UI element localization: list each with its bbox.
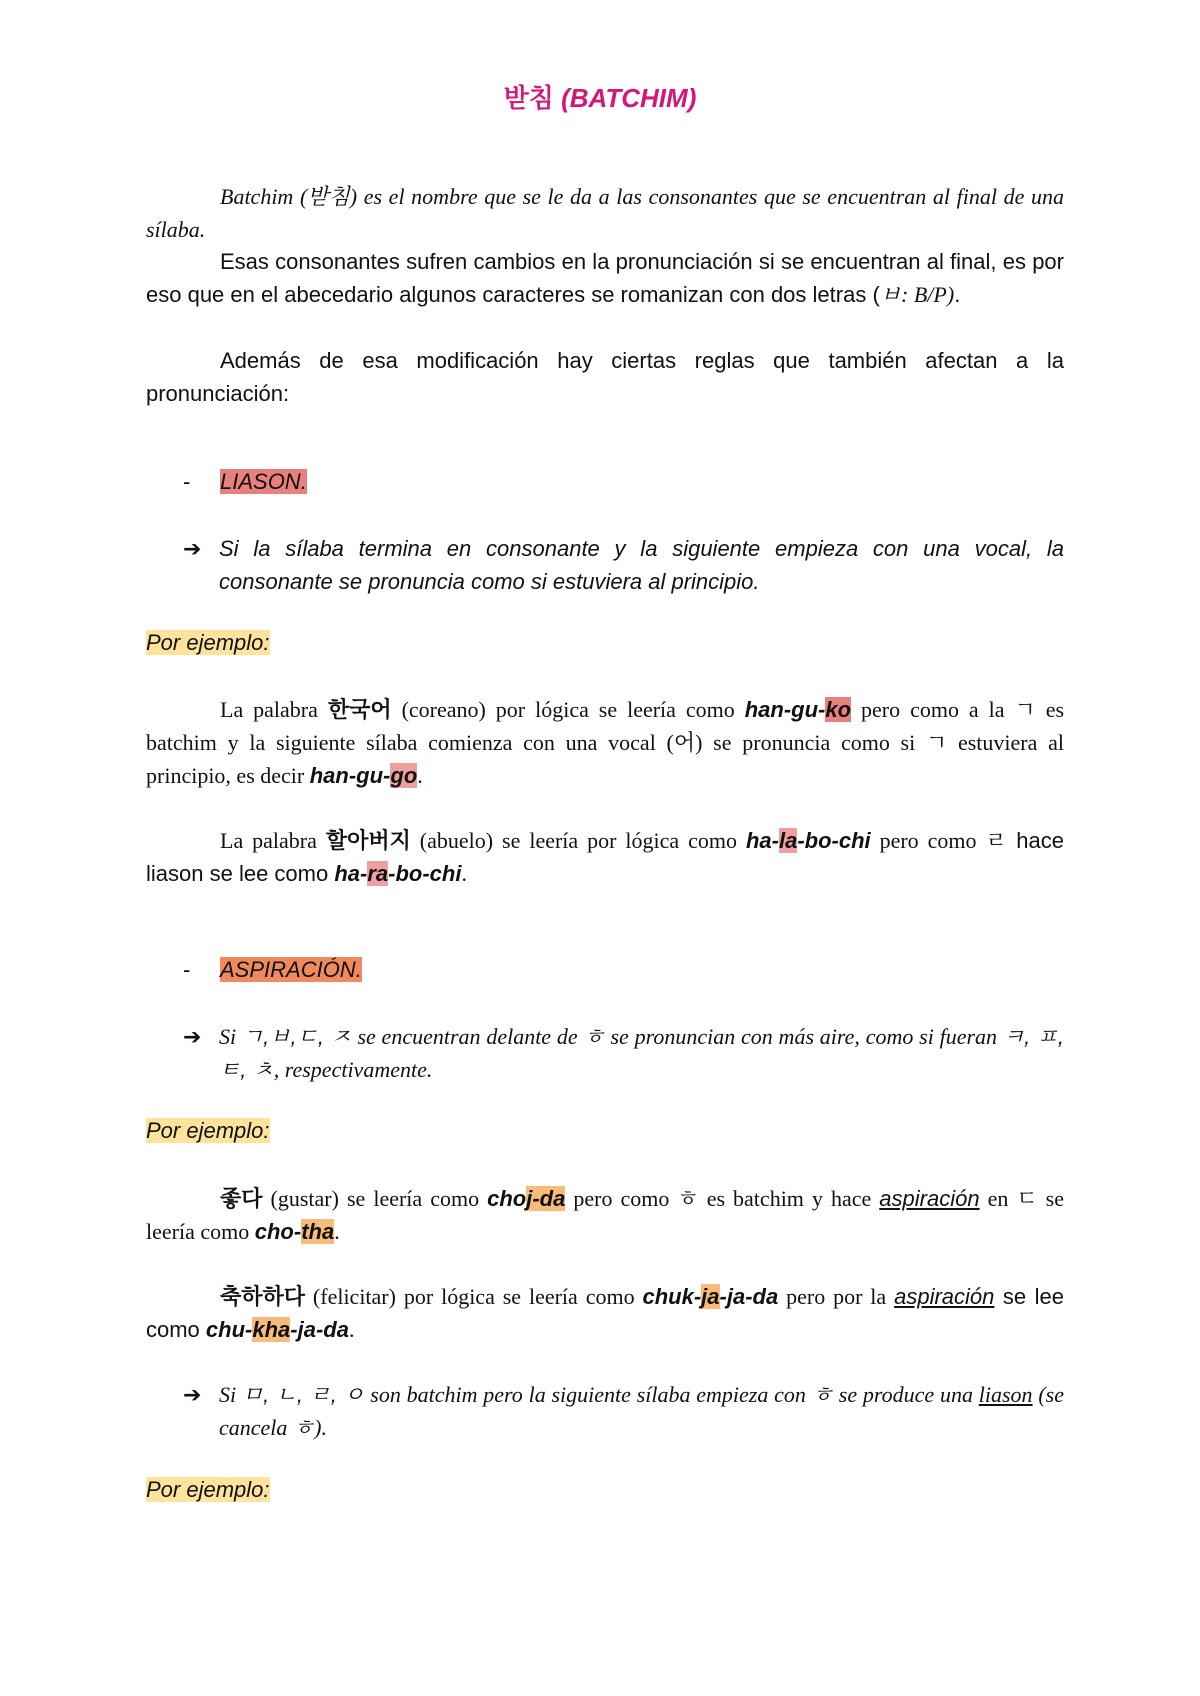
arrow-icon: ➔ bbox=[183, 1024, 202, 1049]
ex-text: ) se pronuncia como si bbox=[695, 730, 926, 755]
ex-text: (coreano) por lógica se leería como bbox=[391, 697, 745, 722]
intro-paragraph-2 bbox=[146, 245, 1064, 311]
liason-heading bbox=[220, 469, 307, 495]
ex-romanization-highlight: ja bbox=[701, 1284, 720, 1309]
arrow-icon: ➔ bbox=[183, 1382, 202, 1407]
intro-p2-text-b: : B/P) bbox=[901, 282, 955, 307]
ex-text: (gustar) se leería como bbox=[262, 1186, 488, 1211]
aspiracion-heading bbox=[220, 957, 362, 983]
ex-text: es batchim y la siguiente sílaba comienza con una vocal ( bbox=[146, 697, 1065, 755]
ex-text: (abuelo) se leería por lógica como bbox=[410, 828, 746, 853]
intro-p1-text-a: Batchim ( bbox=[220, 184, 308, 209]
ex-text: pero como bbox=[565, 1186, 678, 1211]
ex-text: pero como bbox=[870, 828, 986, 853]
intro-paragraph-1 bbox=[146, 180, 1064, 246]
intro-p2-korean: ㅂ bbox=[879, 282, 902, 307]
rule-korean: ㅎ bbox=[292, 1415, 315, 1440]
ex-text: se leería como bbox=[146, 1186, 1065, 1244]
ex-romanization: cho bbox=[487, 1186, 527, 1211]
intro-p1-text-b: ) es el nombre que se le da a las consonantes que se encuentran al final de una sílaba. bbox=[146, 184, 1064, 242]
aspiracion-rule bbox=[183, 1020, 1064, 1086]
liason-example-2 bbox=[146, 824, 1064, 890]
rule-text: ). bbox=[314, 1415, 327, 1440]
ex-korean-letter: ㄹ bbox=[985, 828, 1007, 853]
rule-korean: ㅎ bbox=[811, 1382, 833, 1407]
rule-text: (se cancela bbox=[219, 1382, 1064, 1440]
ex-romanization: -bo-chi bbox=[388, 861, 462, 886]
ex-text: (felicitar) por lógica se leería como bbox=[305, 1284, 643, 1309]
ex-korean-letter: ㄱ bbox=[925, 730, 948, 755]
aspiracion-example-2 bbox=[146, 1280, 1064, 1346]
ex-romanization-highlight: go bbox=[390, 763, 418, 788]
rule-underlined-term: liason bbox=[978, 1382, 1033, 1407]
rule-text: Si bbox=[219, 1382, 242, 1407]
ex-korean-letter: ㄷ bbox=[1016, 1186, 1038, 1211]
rule-text: , respectivamente. bbox=[273, 1057, 433, 1082]
intro-paragraph-3 bbox=[146, 344, 1064, 410]
ex-text: hace liason se lee como bbox=[146, 828, 1065, 886]
ex-romanization: chuk- bbox=[642, 1284, 702, 1309]
ex-underlined-term: aspiración bbox=[894, 1284, 995, 1309]
liason-rule bbox=[183, 532, 1064, 598]
ex-text: pero como a la bbox=[851, 697, 1015, 722]
aspiracion-example-label-2-text: Por ejemplo: bbox=[146, 1477, 270, 1502]
aspiracion-dash: - bbox=[183, 957, 191, 982]
ex-romanization-highlight: la bbox=[778, 828, 798, 853]
aspiracion-example-label bbox=[146, 1118, 270, 1144]
rule-text: se pronuncian con más aire, como si fueran bbox=[604, 1024, 1003, 1049]
ex-text: . bbox=[461, 861, 467, 886]
aspiracion-heading-text: ASPIRACIÓN. bbox=[220, 957, 362, 982]
aspiracion-rule-2 bbox=[183, 1378, 1064, 1444]
rule-korean: ㅎ bbox=[583, 1024, 605, 1049]
ex-romanization: -ja-da bbox=[719, 1284, 779, 1309]
intro-p3-text: Además de esa modificación hay ciertas reglas que también afectan a la pronunciación: bbox=[146, 348, 1064, 406]
liason-example-label bbox=[146, 630, 270, 656]
page-title bbox=[0, 78, 1200, 115]
ex-text: es batchim y hace bbox=[698, 1186, 880, 1211]
ex-romanization: han-gu- bbox=[309, 763, 391, 788]
ex-korean-letter: ㄱ bbox=[1014, 697, 1036, 722]
ex-romanization-highlight: j-da bbox=[526, 1186, 566, 1211]
title-korean: 받침 bbox=[503, 83, 554, 113]
ex-korean-letter: ㅎ bbox=[677, 1186, 699, 1211]
aspiracion-example-label-2 bbox=[146, 1477, 270, 1503]
rule-korean: ㄱ,ㅂ,ㄷ, ㅈ bbox=[241, 1024, 352, 1049]
liason-example-1 bbox=[146, 693, 1064, 792]
rule-text: son batchim pero la siguiente sílaba empieza con bbox=[364, 1382, 812, 1407]
ex-text: . bbox=[348, 1317, 355, 1342]
liason-example-label-text: Por ejemplo: bbox=[146, 630, 270, 655]
ex-romanization: -bo-chi bbox=[797, 828, 871, 853]
ex-underlined-term: aspiración bbox=[879, 1186, 980, 1211]
intro-p1-korean: 받침 bbox=[307, 184, 350, 209]
rule-korean: ㅁ, ㄴ, ㄹ, ㅇ bbox=[241, 1382, 365, 1407]
ex-text: en bbox=[979, 1186, 1017, 1211]
ex-korean-word: 할아버지 bbox=[325, 828, 411, 853]
ex-romanization: -ja-da bbox=[290, 1317, 349, 1342]
intro-p2-text-a: Esas consonantes sufren cambios en la pronunciación si se encuentran al final, es por eso que en el abecedario algunos caracteres se romanizan con dos letras ( bbox=[146, 249, 1064, 307]
rule-text: Si bbox=[219, 1024, 242, 1049]
ex-romanization-highlight: kha bbox=[252, 1317, 291, 1342]
ex-korean-letter: 어 bbox=[673, 730, 696, 755]
ex-text: . bbox=[334, 1219, 340, 1244]
ex-korean-word: 한국어 bbox=[327, 697, 392, 722]
liason-dash: - bbox=[183, 469, 191, 494]
ex-romanization: ha- bbox=[745, 828, 779, 853]
ex-romanization-highlight: ko bbox=[825, 697, 852, 722]
rule-text: se encuentran delante de bbox=[351, 1024, 584, 1049]
ex-text: pero por la bbox=[778, 1284, 895, 1309]
ex-text: se lee como bbox=[146, 1284, 1064, 1342]
intro-p2-text-c: . bbox=[954, 282, 961, 307]
ex-text: estuviera al principio, es decir bbox=[146, 730, 1064, 788]
ex-korean-word: 축하하다 bbox=[220, 1284, 306, 1309]
title-latin: (BATCHIM) bbox=[561, 83, 697, 113]
ex-text: . bbox=[417, 763, 423, 788]
ex-text: La palabra bbox=[220, 697, 328, 722]
ex-romanization-highlight: ra bbox=[367, 861, 389, 886]
ex-romanization: han-gu- bbox=[744, 697, 826, 722]
ex-korean-word: 좋다 bbox=[220, 1186, 263, 1211]
rule-korean: ㅋ, ㅍ, ㅌ, ㅊ bbox=[219, 1024, 1064, 1082]
liason-heading-text: LIASON. bbox=[220, 469, 307, 494]
ex-romanization: ha- bbox=[334, 861, 368, 886]
ex-romanization: cho- bbox=[254, 1219, 302, 1244]
liason-rule-text: Si la sílaba termina en consonante y la siguiente empieza con una vocal, la consonante se pronuncia como si estuviera al principio. bbox=[219, 536, 1064, 594]
aspiracion-example-1 bbox=[146, 1182, 1064, 1248]
arrow-icon: ➔ bbox=[183, 536, 202, 561]
aspiracion-example-label-text: Por ejemplo: bbox=[146, 1118, 270, 1143]
ex-text: La palabra bbox=[220, 828, 326, 853]
ex-romanization-highlight: tha bbox=[301, 1219, 335, 1244]
rule-text: se produce una bbox=[832, 1382, 979, 1407]
ex-romanization: chu- bbox=[205, 1317, 253, 1342]
